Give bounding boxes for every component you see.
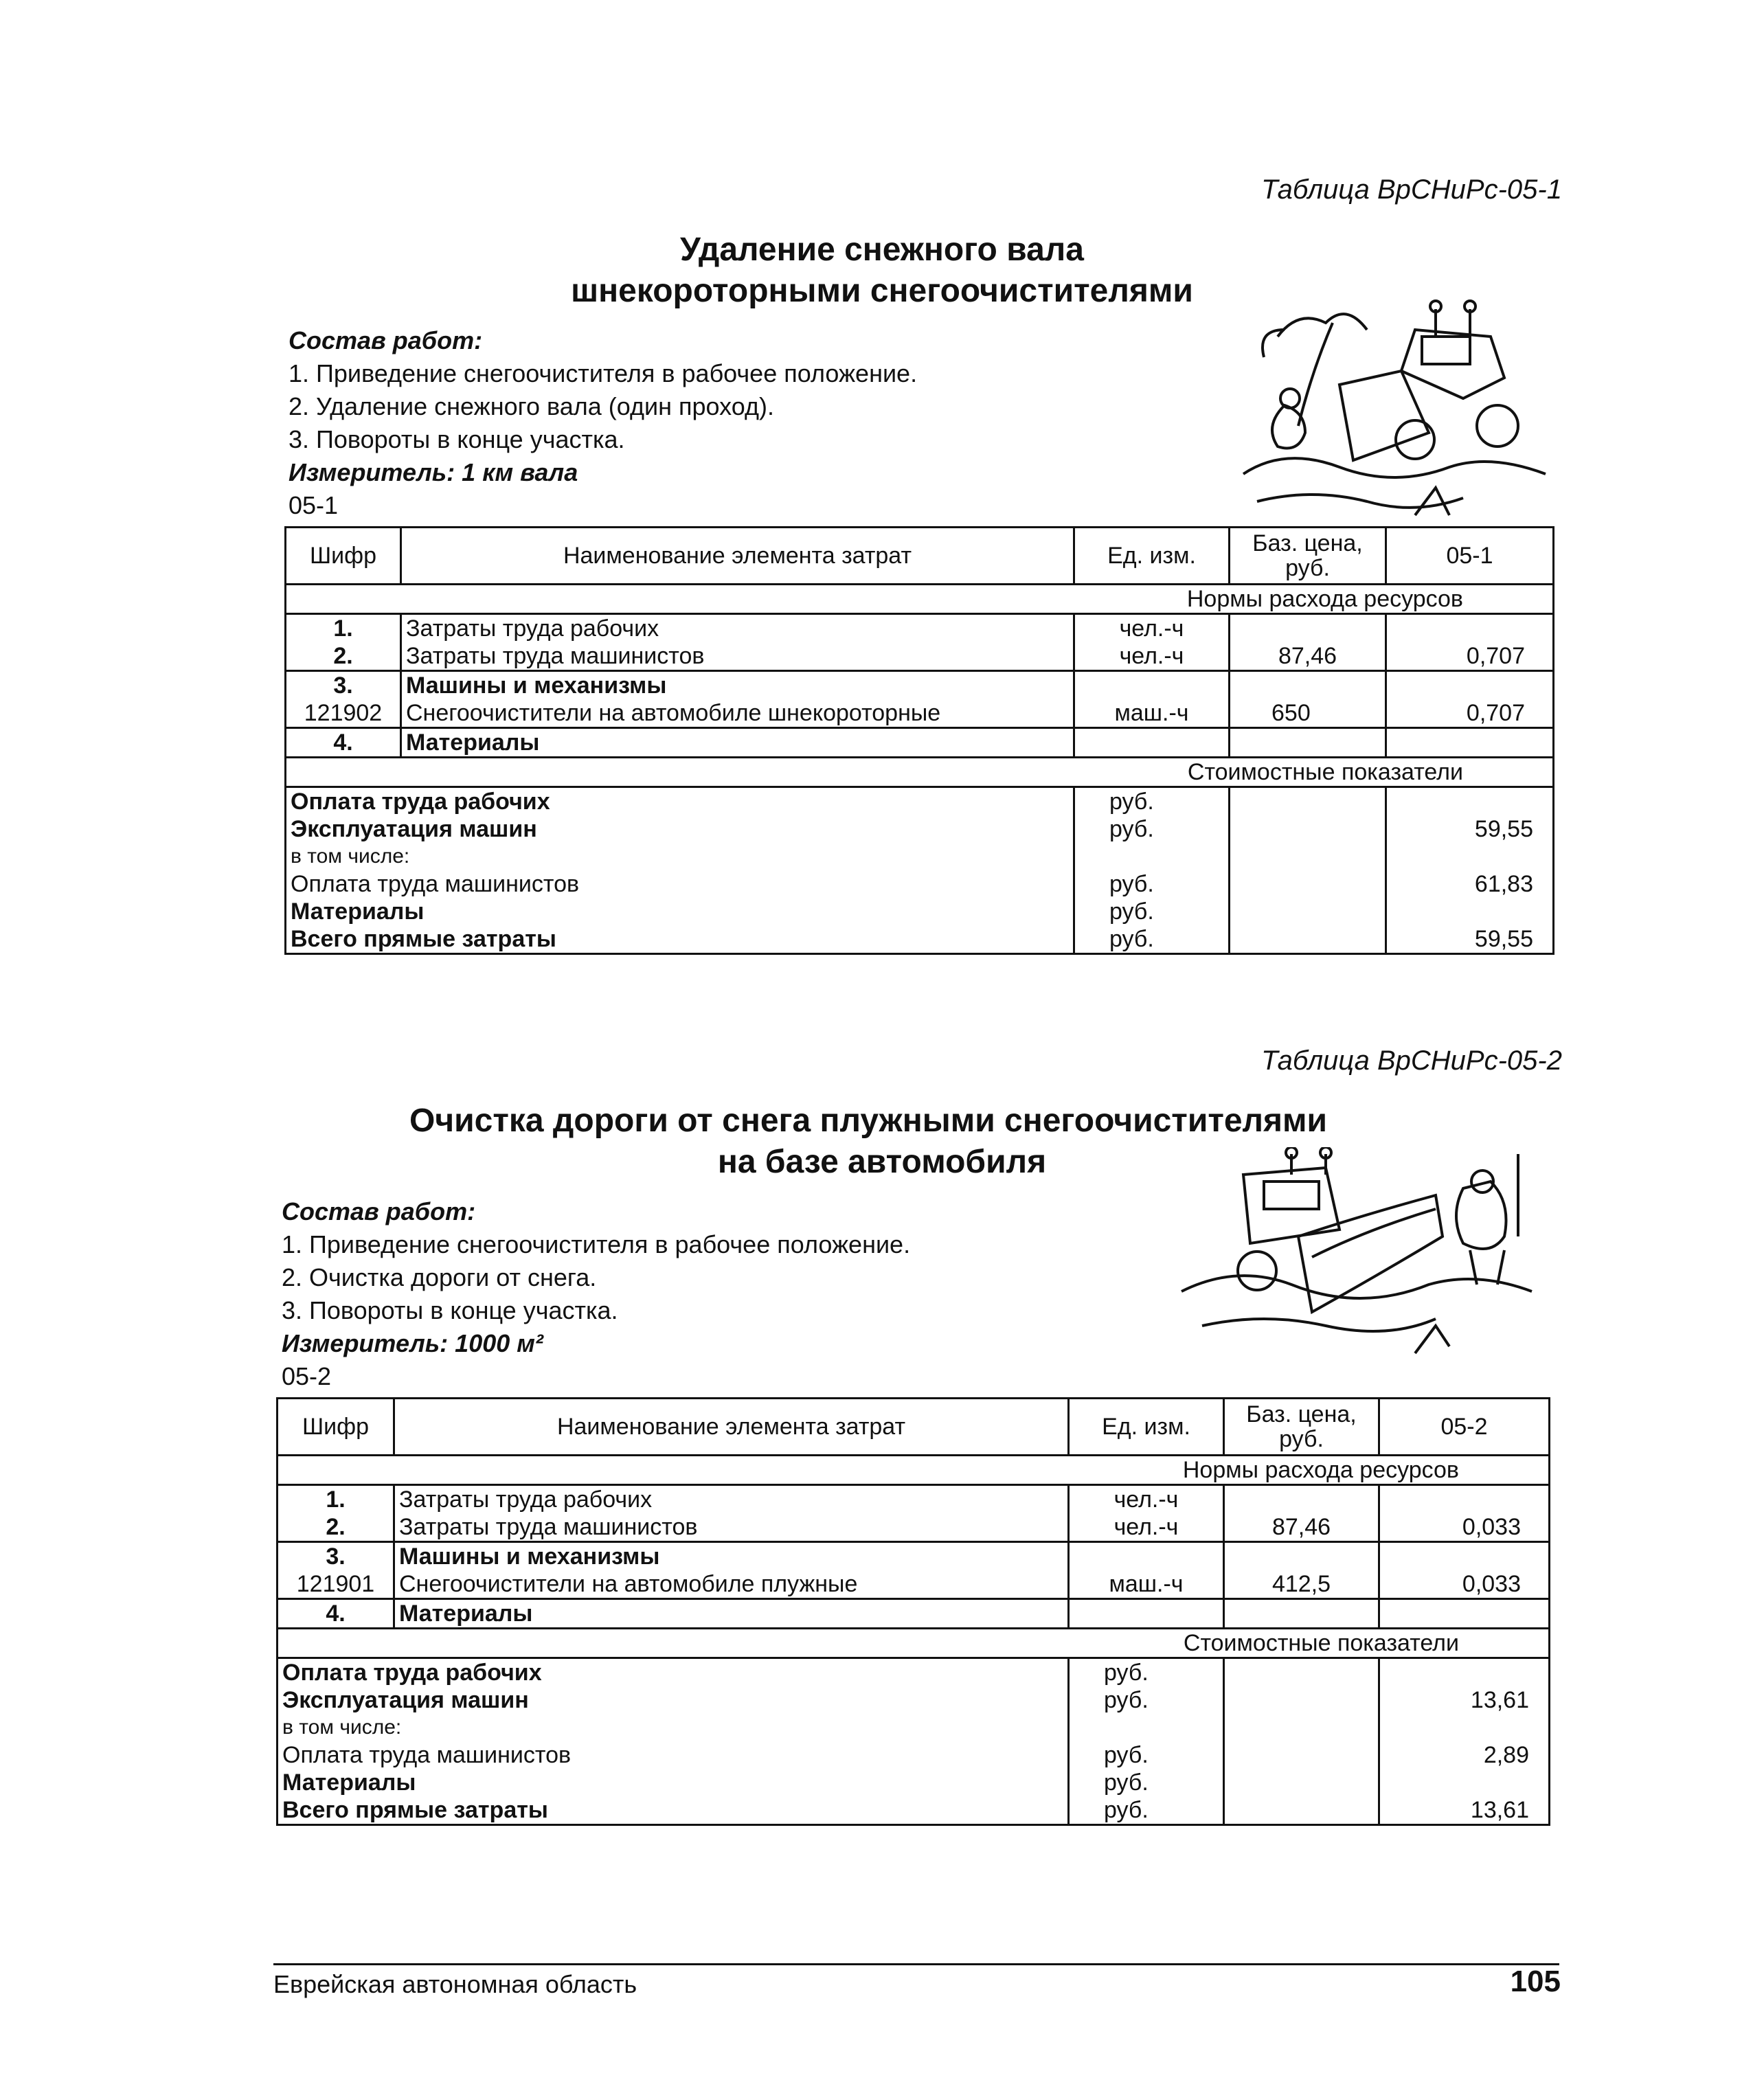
row-code: 1. (286, 614, 401, 643)
row-name: Затраты труда машинистов (394, 1513, 1069, 1542)
row-value (1386, 728, 1554, 758)
cost-value (1379, 1714, 1550, 1741)
row-value (1379, 1599, 1550, 1629)
row-price (1224, 1485, 1379, 1514)
cost-name: Материалы (278, 1769, 1069, 1796)
row-unit (1074, 728, 1230, 758)
cost-value (1386, 898, 1554, 925)
table-row (286, 671, 1554, 700)
cost-value: 61,83 (1386, 870, 1554, 898)
table-header-row (278, 1399, 1550, 1456)
step-2-3: 3. Повороты в конце участка. (282, 1296, 618, 1324)
row-code: 1. (278, 1485, 394, 1514)
col-header-norm: 05-2 (1379, 1399, 1550, 1456)
row-name: Материалы (401, 728, 1074, 758)
cost-value: 59,55 (1386, 925, 1554, 954)
cost-header-row (286, 758, 1554, 787)
cost-value (1386, 787, 1554, 816)
cost-row (286, 870, 1554, 898)
row-name: Затраты труда машинистов (401, 642, 1074, 671)
section-body-1 (289, 324, 917, 522)
row-price (1224, 1599, 1379, 1629)
cost-name: Эксплуатация машин (278, 1686, 1069, 1714)
cost-value (1379, 1658, 1550, 1687)
cost-name: Всего прямые затраты (278, 1796, 1069, 1825)
rotary-snowblower-illustration (1236, 295, 1552, 522)
row-price (1230, 671, 1386, 700)
step-2-2: 2. Очистка дороги от снега. (282, 1263, 597, 1291)
cost-name: Эксплуатация машин (286, 815, 1074, 843)
row-price: 650 (1230, 699, 1386, 728)
step-1-2: 2. Удаление снежного вала (один проход). (289, 392, 774, 420)
row-unit: чел.-ч (1069, 1485, 1224, 1514)
cost-value (1386, 843, 1554, 870)
step-1-3: 3. Повороты в конце участка. (289, 425, 625, 453)
cost-unit: руб. (1069, 1686, 1224, 1714)
table-row (278, 1599, 1550, 1629)
cost-unit: руб. (1074, 925, 1230, 954)
row-name: Затраты труда рабочих (394, 1485, 1069, 1514)
table-row (286, 699, 1554, 728)
cost-header: Стоимостные показатели (278, 1629, 1550, 1658)
cost-unit (1069, 1714, 1224, 1741)
row-code: 3. (286, 671, 401, 700)
code-1: 05-1 (289, 491, 339, 519)
cost-name: в том числе: (278, 1714, 1069, 1741)
cost-unit: руб. (1074, 870, 1230, 898)
col-header-name: Наименование элемента затрат (394, 1399, 1069, 1456)
section-title-2-line2: на базе автомобиля (717, 1144, 1047, 1180)
row-unit (1069, 1599, 1224, 1629)
cost-header: Стоимостные показатели (286, 758, 1554, 787)
col-header-unit: Ед. изм. (1069, 1399, 1224, 1456)
row-name: Материалы (394, 1599, 1069, 1629)
cost-row (278, 1741, 1550, 1769)
row-value (1386, 614, 1554, 643)
cost-row (286, 898, 1554, 925)
section-title-2-line1: Очистка дороги от снега плужными снегоочистителями (409, 1103, 1328, 1139)
cost-row (278, 1796, 1550, 1825)
cost-row (278, 1686, 1550, 1714)
cost-row (286, 843, 1554, 870)
row-code: 4. (286, 728, 401, 758)
table-row (286, 642, 1554, 671)
table-row (286, 614, 1554, 643)
col-header-code: Шифр (278, 1399, 394, 1456)
plow-truck-illustration (1161, 1147, 1546, 1381)
cost-unit (1074, 843, 1230, 870)
composition-header-2: Состав работ: (282, 1197, 476, 1225)
cost-name: в том числе: (286, 843, 1074, 870)
col-header-unit: Ед. изм. (1074, 528, 1230, 585)
col-header-norm: 05-1 (1386, 528, 1554, 585)
table-row (278, 1542, 1550, 1571)
row-value (1386, 671, 1554, 700)
cost-value: 2,89 (1379, 1741, 1550, 1769)
table-header-row (286, 528, 1554, 585)
row-value: 0,033 (1379, 1513, 1550, 1542)
cost-value: 13,61 (1379, 1796, 1550, 1825)
footer-region: Еврейская автономная область (273, 1970, 637, 1998)
row-name: Затраты труда рабочих (401, 614, 1074, 643)
cost-unit: руб. (1074, 815, 1230, 843)
row-unit: маш.-ч (1074, 699, 1230, 728)
row-value: 0,707 (1386, 642, 1554, 671)
cost-name: Оплата труда рабочих (286, 787, 1074, 816)
row-unit (1069, 1542, 1224, 1571)
code-2: 05-2 (282, 1362, 332, 1390)
col-header-price (1224, 1399, 1379, 1456)
cost-unit: руб. (1074, 898, 1230, 925)
norms-header-row (286, 585, 1554, 614)
cost-value: 13,61 (1379, 1686, 1550, 1714)
page-number: 105 (1510, 1965, 1561, 1998)
footer-divider (273, 1963, 1559, 1965)
row-price: 412,5 (1224, 1570, 1379, 1599)
cost-row (286, 815, 1554, 843)
cost-unit: руб. (1074, 787, 1230, 816)
cost-unit: руб. (1069, 1796, 1224, 1825)
row-name: Машины и механизмы (394, 1542, 1069, 1571)
step-1-1: 1. Приведение снегоочистителя в рабочее положение. (289, 359, 918, 387)
cost-value (1379, 1769, 1550, 1796)
row-code: 3. (278, 1542, 394, 1571)
table-label-1: Таблица ВрСНиРс-05-1 (1261, 174, 1562, 205)
cost-header-row (278, 1629, 1550, 1658)
table-row (278, 1485, 1550, 1514)
row-price (1230, 614, 1386, 643)
row-name: Снегоочистители на автомобиле шнекороторные (401, 699, 1074, 728)
row-price (1230, 728, 1386, 758)
table-row (278, 1570, 1550, 1599)
norms-header: Нормы расхода ресурсов (278, 1456, 1550, 1485)
cost-unit: руб. (1069, 1741, 1224, 1769)
meter-2: Измеритель: 1000 м² (282, 1329, 543, 1357)
cost-unit: руб. (1069, 1769, 1224, 1796)
row-value (1379, 1485, 1550, 1514)
norms-header: Нормы расхода ресурсов (286, 585, 1554, 614)
row-code: 121902 (286, 699, 401, 728)
step-2-1: 1. Приведение снегоочистителя в рабочее положение. (282, 1230, 911, 1258)
norms-table-2 (276, 1397, 1550, 1826)
cost-name: Материалы (286, 898, 1074, 925)
cost-name: Оплата труда рабочих (278, 1658, 1069, 1687)
row-code: 121901 (278, 1570, 394, 1599)
cost-value: 59,55 (1386, 815, 1554, 843)
row-code: 2. (286, 642, 401, 671)
row-value (1379, 1542, 1550, 1571)
row-unit: маш.-ч (1069, 1570, 1224, 1599)
cost-name: Оплата труда машинистов (286, 870, 1074, 898)
table-row (286, 728, 1554, 758)
row-value: 0,033 (1379, 1570, 1550, 1599)
row-price (1224, 1542, 1379, 1571)
col-header-price-line1: Баз. цена, (1246, 1401, 1357, 1427)
col-header-price-line1: Баз. цена, (1252, 530, 1363, 556)
cost-row (278, 1714, 1550, 1741)
cost-row (286, 925, 1554, 954)
col-header-code: Шифр (286, 528, 401, 585)
table-row (278, 1513, 1550, 1542)
row-value: 0,707 (1386, 699, 1554, 728)
row-unit (1074, 671, 1230, 700)
row-code: 4. (278, 1599, 394, 1629)
row-unit: чел.-ч (1074, 642, 1230, 671)
row-code: 2. (278, 1513, 394, 1542)
cost-row (286, 787, 1554, 816)
row-price: 87,46 (1230, 642, 1386, 671)
meter-1: Измеритель: 1 км вала (289, 458, 578, 486)
norms-table-1 (284, 526, 1554, 955)
section-body-2 (282, 1195, 910, 1393)
cost-name: Всего прямые затраты (286, 925, 1074, 954)
cost-row (278, 1769, 1550, 1796)
norms-header-row (278, 1456, 1550, 1485)
row-name: Машины и механизмы (401, 671, 1074, 700)
col-header-name: Наименование элемента затрат (401, 528, 1074, 585)
cost-row (278, 1658, 1550, 1687)
col-header-price-line2: руб. (1285, 555, 1330, 581)
section-title-1-line1: Удаление снежного вала (680, 231, 1084, 268)
row-unit: чел.-ч (1069, 1513, 1224, 1542)
row-unit: чел.-ч (1074, 614, 1230, 643)
row-name: Снегоочистители на автомобиле плужные (394, 1570, 1069, 1599)
cost-unit: руб. (1069, 1658, 1224, 1687)
row-price: 87,46 (1224, 1513, 1379, 1542)
col-header-price-line2: руб. (1279, 1426, 1324, 1452)
composition-header-1: Состав работ: (289, 326, 483, 354)
cost-name: Оплата труда машинистов (278, 1741, 1069, 1769)
col-header-price (1230, 528, 1386, 585)
section-title-1-line2: шнекороторными снегоочистителями (571, 273, 1193, 309)
table-label-2: Таблица ВрСНиРс-05-2 (1261, 1045, 1562, 1076)
